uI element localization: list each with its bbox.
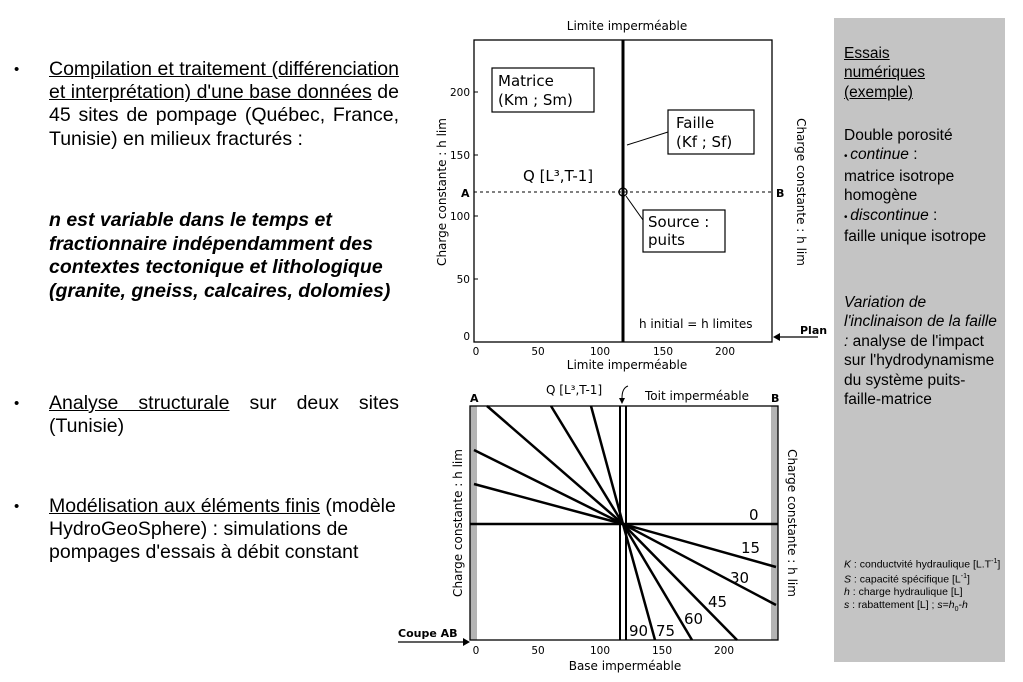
fault-params: (Kf ; Sf) xyxy=(676,133,733,151)
legend-text: : conductvité hydraulique [L.T xyxy=(851,558,992,571)
section-x-tick: 150 xyxy=(651,645,673,657)
plan-x-tick: 0 xyxy=(472,346,480,358)
fault-label: Faille xyxy=(676,114,715,132)
plan-view xyxy=(435,19,827,372)
plan-q-label: Q [L³,T-1] xyxy=(523,167,594,185)
bullet-underlined-text: Modélisation aux éléments finis xyxy=(49,495,320,517)
angle-label: 45 xyxy=(708,593,728,611)
source-pointer xyxy=(626,196,643,220)
legend-symbol: s xyxy=(844,598,850,611)
plan-y-tick: 150 xyxy=(449,150,470,162)
cross-section-view xyxy=(398,383,799,673)
bullet-underlined-text: Compilation et traitement (différenciation et interprétation) d'une base données xyxy=(49,58,399,104)
discontinue-line: • discontinue : xyxy=(844,206,938,224)
source-label: Source : xyxy=(648,213,710,231)
plan-x-tick: 100 xyxy=(589,346,611,358)
coupe-label: Coupe AB xyxy=(398,627,458,640)
section-x-tick: 200 xyxy=(713,645,735,657)
legend-formula: s xyxy=(937,598,943,611)
continue-line: • continue : xyxy=(844,146,918,164)
section-top-label: Toit imperméable xyxy=(645,389,749,403)
bullet-rest-text: (modèle HydroGeoSphere) : simulations de pompages d'essais à débit constant xyxy=(49,495,396,564)
coupe-arrowhead-icon xyxy=(463,638,470,646)
q-arrow-icon xyxy=(622,386,628,398)
section-x-tick: 0 xyxy=(472,645,480,657)
plan-x-ticks xyxy=(473,346,735,358)
legend-end: ] xyxy=(966,573,970,586)
section-bottom-label: Base imperméable xyxy=(568,659,682,673)
legend-text: : rabattement [L] ; xyxy=(849,598,938,611)
q-arrowhead-icon xyxy=(619,398,625,404)
section-x-tick: 100 xyxy=(589,645,611,657)
bullet-rest-text: de 45 sites de pompage (Québec, France, Tunisie) en milieux fracturés : xyxy=(49,81,399,150)
continue-colon: : xyxy=(908,146,918,164)
section-a-label: A xyxy=(470,392,479,405)
legend-text: : capacité spécifique [L xyxy=(851,573,961,586)
continue-label: continue xyxy=(850,146,909,164)
bullet-rest-text: sur deux sites (Tunisie) xyxy=(49,392,399,438)
plan-top-label: Limite imperméable xyxy=(566,19,688,33)
section-q-label: Q [L³,T-1] xyxy=(546,383,603,397)
plan-arrowhead-icon xyxy=(773,333,780,341)
angle-label: 60 xyxy=(684,610,704,628)
legend-symbol: h xyxy=(844,586,850,599)
fault-pointer xyxy=(627,132,668,145)
matrix-label: Matrice xyxy=(498,72,554,90)
legend-formula: - xyxy=(958,598,963,611)
variation-italic: Variation de l'inclinaison de la faille : xyxy=(844,294,997,350)
angle-label: 30 xyxy=(730,569,750,587)
double-porosity-label: Double porosité xyxy=(844,127,953,144)
plan-y-tick: 100 xyxy=(449,211,470,223)
fault-line-upper-75 xyxy=(591,406,623,524)
plan-y-tick: 200 xyxy=(449,87,470,99)
angle-label: 15 xyxy=(741,539,761,557)
source-value: puits xyxy=(648,231,685,249)
emphasis-text: n est variable dans le temps et fractionnaire indépendamment des contextes tectonique et lithologique (granite, gneiss, calcaires, dolomies) xyxy=(49,209,391,302)
plan-x-tick: 50 xyxy=(531,346,545,358)
legend-formula: h xyxy=(962,598,968,611)
plan-y-tick: 50 xyxy=(456,274,470,286)
section-b-label: B xyxy=(771,392,780,405)
plan-bottom-label: Limite imperméable xyxy=(566,358,688,372)
bullet-underlined-text: Analyse structurale xyxy=(49,392,230,414)
discontinue-colon: : xyxy=(928,206,938,224)
section-x-tick: 50 xyxy=(531,645,545,657)
legend-formula: 0 xyxy=(954,605,959,613)
legend-symbol: K xyxy=(844,558,852,571)
plan-b-label: B xyxy=(776,187,785,200)
panel-heading-line: numériques xyxy=(844,64,925,82)
plan-label: Plan xyxy=(800,324,828,337)
continue-desc: matrice isotrope homogène xyxy=(844,167,955,205)
bullet-dot: • xyxy=(14,498,20,515)
panel-heading-line: Essais xyxy=(844,45,890,62)
discontinue-desc: faille unique isotrope xyxy=(844,228,987,246)
plan-a-label: A xyxy=(461,187,470,200)
legend-end: ] xyxy=(997,558,1001,571)
angle-label: 75 xyxy=(656,622,676,640)
plan-left-label: Charge constante : h lim xyxy=(435,118,449,266)
section-right-label: Charge constante : h lim xyxy=(785,449,799,597)
bullet-dot: • xyxy=(14,61,20,78)
plan-y-tick: 0 xyxy=(463,331,470,343)
variation-rest: analyse de l'impact sur l'hydrodynamisme du système puits-faille-matrice xyxy=(844,332,995,409)
plan-x-tick: 200 xyxy=(714,346,736,358)
legend-exp: -1 xyxy=(960,573,967,581)
legend-symbol: S xyxy=(844,573,852,586)
plan-right-label: Charge constante : h lim xyxy=(794,118,808,266)
legend-formula: h xyxy=(948,598,955,611)
legend-formula: = xyxy=(942,598,949,611)
angle-label: 0 xyxy=(749,506,759,524)
plan-x-tick: 150 xyxy=(652,346,674,358)
legend-exp: -1 xyxy=(991,558,998,565)
discontinue-label: discontinue xyxy=(850,206,929,224)
panel-heading-line: (exemple) xyxy=(844,83,913,101)
angle-label: 90 xyxy=(629,622,649,640)
section-left-label: Charge constante : h lim xyxy=(451,449,465,597)
legend-text: : charge hydraulique [L] xyxy=(849,586,963,599)
bullet-dot: • xyxy=(14,395,20,412)
matrix-params: (Km ; Sm) xyxy=(498,91,573,109)
h-initial-label: h initial = h limites xyxy=(639,317,753,331)
